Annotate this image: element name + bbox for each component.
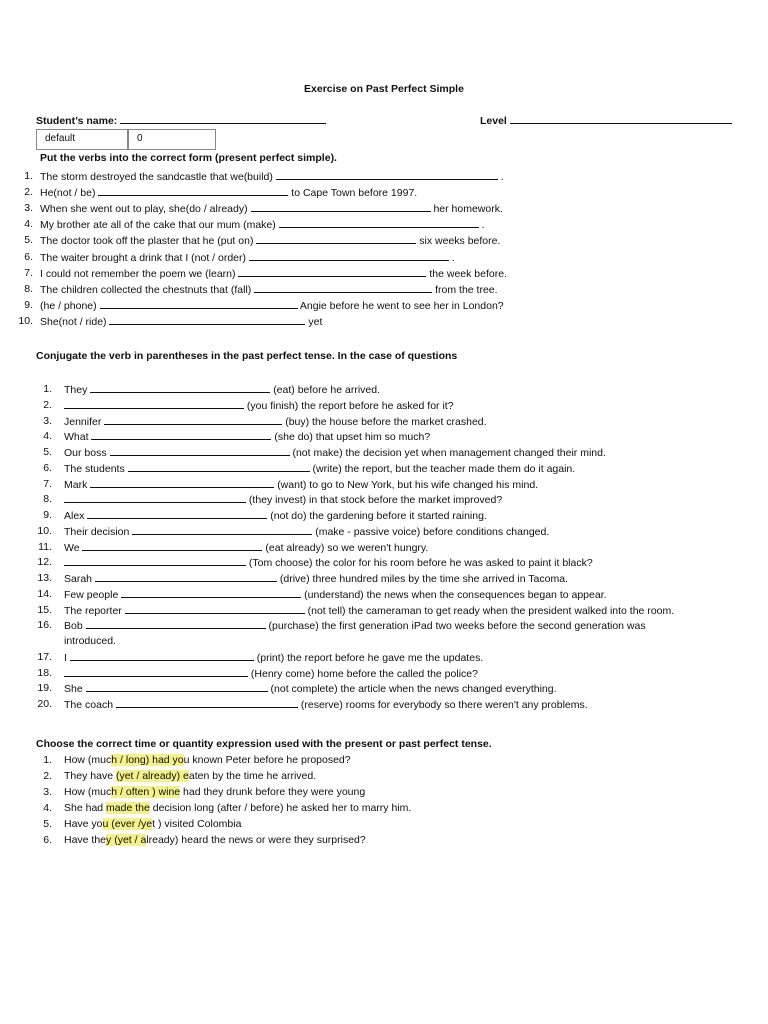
answer-blank[interactable] (121, 588, 301, 598)
list-item (64, 383, 380, 397)
item-number: 2. (43, 398, 52, 411)
item-text: aten by the time he arrived. (188, 770, 317, 782)
highlighted-text: (yet / already) e (115, 770, 189, 782)
item-text: The students (64, 462, 125, 475)
list-item (40, 170, 504, 184)
item-text: I (64, 651, 67, 664)
item-text: How (muc (64, 754, 112, 766)
list-item (64, 834, 366, 847)
item-number: 1. (43, 383, 52, 395)
section3-heading: Choose the correct time or quantity expression used with the present or past perfect tense. (36, 738, 492, 750)
item-text: . (451, 251, 455, 264)
item-number: 3. (43, 414, 52, 427)
item-text: (print) the report before he gave me the updates. (256, 651, 484, 664)
list-item (64, 604, 674, 618)
item-text: her homework. (433, 203, 503, 216)
answer-blank[interactable] (116, 698, 298, 708)
item-text: The storm destroyed the sandcastle that we(build) (40, 171, 273, 183)
item-number: 2. (24, 186, 33, 199)
list-item (40, 202, 503, 216)
list-item (64, 619, 646, 633)
item-text: The waiter brought a drink that I (not / order) (40, 251, 247, 264)
item-number: 4. (43, 802, 52, 814)
answer-blank[interactable] (64, 667, 248, 677)
answer-blank[interactable] (109, 315, 305, 325)
highlighted-text: made the (106, 802, 150, 814)
section2-heading: Conjugate the verb in parentheses in the past perfect tense. In the case of questions (36, 350, 458, 362)
list-item (64, 556, 593, 570)
answer-blank[interactable] (279, 218, 479, 228)
item-text: Alex (64, 510, 85, 522)
item-text: (not tell) the cameraman to get ready when the president walked into the room. (307, 604, 675, 617)
answer-blank[interactable] (251, 202, 431, 212)
item-text: decision long (after / before) he asked her to marry him. (149, 802, 412, 814)
item-number: 14. (37, 587, 52, 600)
answer-blank[interactable] (125, 604, 305, 614)
item-text: . (500, 171, 504, 183)
list-item (40, 299, 504, 313)
answer-blank[interactable] (238, 267, 426, 277)
item-text: Bob (64, 620, 83, 633)
item-number: 9. (43, 509, 52, 521)
item-text: Few people (64, 588, 119, 601)
item-text: She (64, 683, 83, 696)
answer-blank[interactable] (64, 399, 244, 409)
item-text: (drive) three hundred miles by the time she arrived in Tacoma. (279, 573, 568, 585)
item-number: 6. (24, 250, 33, 263)
item-number: 17. (37, 650, 52, 663)
item-number: 4. (24, 218, 33, 231)
item-text: from the tree. (435, 283, 498, 296)
item-text: What (64, 431, 89, 444)
item-text: Angie before he went to see her in London? (299, 299, 504, 312)
item-text: Jennifer (64, 415, 102, 428)
item-number: 2. (43, 770, 52, 782)
list-item (64, 509, 487, 523)
answer-blank[interactable] (254, 283, 432, 293)
item-text: Sarah (64, 573, 93, 585)
item-number: 3. (43, 786, 52, 798)
item-text: (want) to go to New York, but his wife changed his mind. (277, 478, 539, 491)
item-text: She(not / ride) (40, 315, 107, 328)
item-number: 18. (37, 666, 52, 679)
item-text: (make - passive voice) before conditions changed. (315, 525, 550, 538)
item-number: 15. (37, 603, 52, 616)
item-text: Our boss (64, 447, 107, 459)
answer-blank[interactable] (64, 556, 246, 566)
answer-blank[interactable] (110, 446, 290, 456)
item-text: We (64, 541, 80, 554)
item-text: How (muc (64, 786, 112, 798)
list-item (64, 399, 454, 413)
item-number: 5. (24, 234, 33, 247)
level-label: Level (480, 114, 732, 128)
item-text: the week before. (429, 267, 507, 280)
item-text: The doctor took off the plaster that he (put on) (40, 235, 254, 248)
item-text: He(not / be) (40, 187, 96, 200)
item-text: (he / phone) (40, 299, 97, 312)
item-text: u known Peter before he proposed? (183, 754, 351, 766)
item-number: 19. (37, 682, 52, 695)
list-item (64, 430, 430, 444)
item-number: 8. (24, 282, 33, 295)
item-text: (buy) the house before the market crashed. (285, 415, 487, 428)
list-item (40, 267, 507, 281)
item-number: 7. (24, 266, 33, 279)
student-name-field[interactable] (120, 114, 326, 124)
item-text: t ) visited Colombia (152, 818, 242, 830)
item-text: The reporter (64, 604, 122, 617)
item-text: lready) heard the news or were they surprised? (146, 834, 366, 846)
item-text: (not complete) the article when the news changed everything. (270, 683, 557, 696)
level-field[interactable] (510, 114, 732, 124)
list-item (40, 283, 498, 297)
item-number: 8. (43, 493, 52, 506)
answer-blank[interactable] (90, 478, 274, 488)
list-item (64, 572, 568, 586)
list-item (64, 682, 557, 696)
item-number: 5. (43, 818, 52, 830)
item-number: 1. (43, 754, 52, 766)
answer-blank[interactable] (104, 415, 282, 425)
answer-blank[interactable] (86, 619, 266, 629)
item-text: They have (64, 770, 116, 782)
item-text: The coach (64, 699, 114, 711)
item-text: Mark (64, 478, 88, 491)
item-number: 11. (38, 540, 52, 553)
item-number: 6. (43, 834, 52, 846)
item-text: Their decision (64, 525, 130, 538)
answer-blank[interactable] (100, 299, 298, 309)
list-item (64, 588, 607, 602)
section1-heading: Put the verbs into the correct form (present perfect simple). (40, 152, 337, 164)
answer-blank[interactable] (86, 682, 268, 692)
item-text: They (64, 384, 88, 396)
score-field[interactable]: 0 (128, 129, 216, 150)
item-text: (she do) that upset him so much? (274, 431, 431, 444)
list-item (40, 186, 417, 200)
answer-blank[interactable] (70, 651, 254, 661)
highlighted-text: h / often ) wine (111, 786, 181, 798)
answer-blank[interactable] (249, 251, 449, 261)
list-item (64, 415, 487, 429)
item-number: 16. (37, 619, 52, 632)
item-number: 5. (43, 446, 52, 458)
list-item (40, 315, 322, 329)
answer-blank[interactable] (82, 541, 262, 551)
item-text: (purchase) the first generation iPad two weeks before the second generation was (268, 620, 646, 633)
item-text: She had (64, 802, 107, 814)
answer-blank[interactable] (132, 525, 312, 535)
list-item (64, 635, 116, 648)
list-item (64, 478, 538, 492)
list-item (64, 525, 549, 539)
item-text: Have the (64, 834, 107, 846)
item-text: The children collected the chestnuts that (fall) (40, 283, 252, 296)
answer-blank[interactable] (276, 170, 498, 180)
list-item (64, 651, 483, 665)
highlighted-text: h / long) had yo (111, 754, 184, 766)
item-text: . (481, 219, 485, 232)
item-text: (reserve) rooms for everybody so there weren't any problems. (300, 699, 588, 711)
answer-blank[interactable] (87, 509, 267, 519)
item-number: 10. (18, 314, 33, 327)
item-text: My brother ate all of the cake that our mum (make) (40, 219, 276, 232)
item-text: Have yo (64, 818, 103, 830)
item-text: (not make) the decision yet when management changed their mind. (292, 447, 606, 459)
item-text: I could not remember the poem we (learn) (40, 267, 236, 280)
page-title: Exercise on Past Perfect Simple (304, 83, 464, 95)
item-number: 1. (24, 170, 33, 182)
list-item (64, 462, 575, 476)
item-number: 13. (37, 572, 52, 584)
item-text: to Cape Town before 1997. (291, 187, 418, 200)
default-field[interactable]: default (36, 129, 128, 150)
list-item (64, 667, 478, 681)
answer-blank[interactable] (90, 383, 270, 393)
highlighted-text: y (yet / a (106, 834, 147, 846)
item-number: 10. (37, 524, 52, 537)
list-item (40, 218, 485, 232)
answer-blank[interactable] (95, 572, 277, 582)
item-text: (eat) before he arrived. (273, 384, 380, 396)
item-text: (Tom choose) the color for his room before he was asked to paint it black? (248, 557, 593, 570)
item-text: yet (308, 315, 323, 328)
student-name-label: Student’s name: (36, 114, 326, 128)
item-text: (eat already) so we weren't hungry. (265, 541, 429, 554)
item-text: When she went out to play, she(do / already) (40, 203, 248, 216)
list-item (64, 754, 351, 767)
highlighted-text: u (ever /ye (102, 818, 153, 830)
list-item (64, 541, 428, 555)
item-number: 12. (37, 556, 52, 569)
item-text: introduced. (64, 635, 116, 647)
list-item (64, 770, 316, 783)
item-text: (write) the report, but the teacher made them do it again. (312, 462, 576, 475)
list-item (40, 251, 455, 265)
answer-blank[interactable] (98, 186, 288, 196)
item-text: (Henry come) home before the called the police? (250, 667, 478, 680)
answer-blank[interactable] (91, 430, 271, 440)
list-item (40, 234, 500, 248)
list-item (64, 493, 502, 507)
list-item (64, 786, 365, 799)
item-text: (you finish) the report before he asked for it? (246, 399, 454, 412)
item-text: six weeks before. (419, 235, 501, 248)
item-number: 4. (43, 430, 52, 443)
list-item (64, 818, 241, 831)
list-item (64, 698, 588, 712)
item-number: 7. (43, 477, 52, 490)
item-number: 20. (37, 698, 52, 710)
item-text: (understand) the news when the consequences began to appear. (304, 588, 607, 601)
answer-blank[interactable] (64, 493, 246, 503)
item-number: 9. (24, 298, 33, 311)
item-text: had they drunk before they were young (180, 786, 366, 798)
item-text: (they invest) in that stock before the market improved? (248, 494, 503, 507)
item-number: 6. (43, 461, 52, 474)
answer-blank[interactable] (256, 234, 416, 244)
answer-blank[interactable] (128, 462, 310, 472)
list-item (64, 446, 606, 460)
item-number: 3. (24, 202, 33, 215)
item-text: (not do) the gardening before it started raining. (270, 510, 487, 522)
list-item (64, 802, 411, 815)
